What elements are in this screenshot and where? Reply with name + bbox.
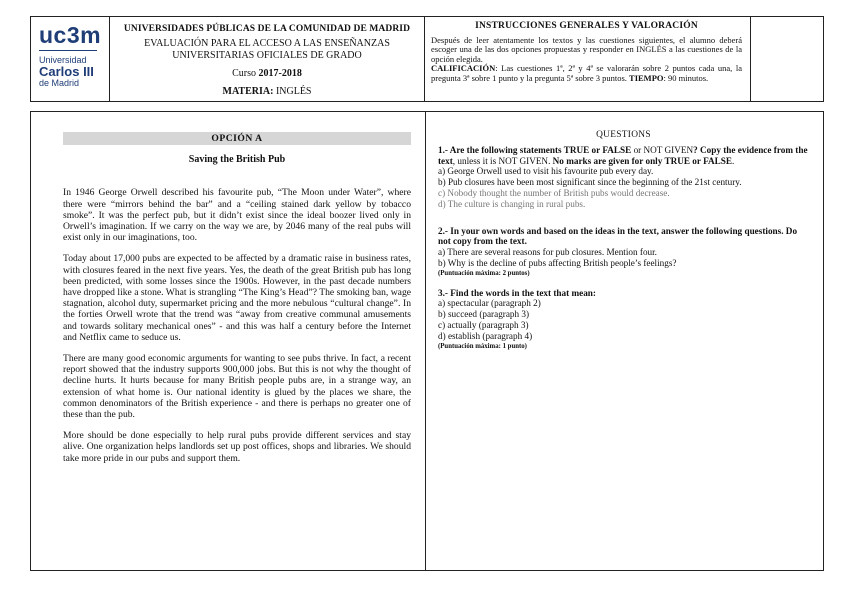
university-logo <box>31 17 110 101</box>
article-title: Saving the British Pub <box>188 154 286 166</box>
q1-item-b: b) Pub closures have been most significant since the beginning of the 21st century. <box>438 177 742 188</box>
grading-body: : Las cuestiones 1ª, 2ª y 4ª se valorarán sobre 2 puntos cada una, la pregunta 3ª sobre 1 punto y la pregunta 5ª sobre 3 puntos. <box>431 63 742 83</box>
q3-score: (Puntuación máxima: 1 punto) <box>438 342 527 350</box>
q2-score: (Puntuación máxima: 2 puntos) <box>438 269 530 277</box>
article-paragraph-2: Today about 17,000 pubs are expected to be affected by a dramatic raise in business rates, with closures feared in the next five years. Yes, the death of the great British pub has long been predicted, with some losses since the 1900s. However, in the past decade numbers have dropped like a stone. What is strangling “The King’s Head”? The smoking ban, wage stagnation, alcohol duty, supermarket pricing and the more nebulous “cultural change”. In the forties Orwell wrote that the trend was “away from creative communal amusements and towards solitary mechanical ones” - and this was half a century before the Internet and Netflix came to seduce us. <box>63 253 411 343</box>
questions-column <box>426 112 823 570</box>
time-label: TIEMPO <box>629 72 664 83</box>
instructions-text: Después de leer atentamente los textos y las cuestiones siguientes, el alumno deberá escoger una de las dos opciones propuestas y responder en INGLÉS a las cuestiones de la opción elegida. <box>431 34 742 64</box>
option-banner: OPCIÓN A <box>63 132 411 145</box>
q1-part2: or NOT GIVEN <box>631 144 694 155</box>
instructions-box <box>425 17 751 101</box>
q1-item-d: d) The culture is changing in rural pubs. <box>438 198 586 209</box>
logo-line3: de Madrid <box>39 78 80 88</box>
q1-item-c: c) Nobody thought the number of British pubs would decrease. <box>438 187 670 198</box>
logo-line2: Carlos III <box>39 64 94 79</box>
header-blank-cell <box>751 17 823 101</box>
course-line <box>110 68 424 80</box>
q3-item-c: c) actually (paragraph 3) <box>438 319 529 330</box>
time-body: : 90 minutos. <box>663 72 709 83</box>
logo-divider <box>39 50 97 51</box>
q1-part4: , unless it is NOT GIVEN. <box>452 155 553 166</box>
q1-part1: 1.- Are the following statements TRUE or FALSE <box>438 144 632 155</box>
exam-info <box>110 17 425 101</box>
course-label: Curso <box>232 68 259 79</box>
reading-column <box>31 112 426 570</box>
exam-subtitle1: EVALUACIÓN PARA EL ACCESO A LAS ENSEÑANZAS <box>144 38 390 49</box>
article-paragraph-1: In 1946 George Orwell described his favourite pub, “The Moon under Water”, where there were “mirrors behind the bar” and a “ceiling stained dark yellow by tobacco smoke”. It was the perfect pub, but it didn’t exist since the ideal boozer lived only in Orwell’s imagination. If we carry on the way we are, by 2046 many of the real pubs will exist only in our imaginations, too. <box>63 187 411 244</box>
q1-part3: ? Copy the evidence from the text <box>438 144 808 166</box>
subject-value: INGLÉS <box>275 86 312 97</box>
article-paragraph-3: There are many good economic arguments for wanting to see pubs thrive. In fact, a recent report showed that the industry supports 900,000 jobs. But this is not why the thought of decline hurts. It hurts because for many British people pubs are, in a strange way, an extension of what home is. Our national identity is glued by the places we share, the common denominators of the British experience - and there is perhaps no greater one of these than the pub. <box>63 353 411 421</box>
q1-item-a: a) George Orwell used to visit his favourite pub every day. <box>438 166 654 177</box>
universities-title: UNIVERSIDADES PÚBLICAS DE LA COMUNIDAD DE MADRID <box>123 24 411 34</box>
questions-heading: QUESTIONS <box>596 130 651 140</box>
question-2-prompt: 2.- In your own words and based on the ideas in the text, answer the following questions. Do not copy from the text. <box>438 225 798 247</box>
logo-brand: uc3m <box>39 22 102 48</box>
article-paragraph-4: More should be done especially to help rural pubs provide different services and stay alive. One organization helps landlords set up post offices, shops and libraries. We should take more pride in our pubs and support them. <box>63 430 411 464</box>
course-value: 2017-2018 <box>258 68 302 79</box>
q3-item-d: d) establish (paragraph 4) <box>438 330 533 341</box>
q2-item-b: b) Why is the decline of pubs affecting British people’s feelings? <box>438 257 677 268</box>
q2-item-a: a) There are several reasons for pub closures. Mention four. <box>438 247 657 258</box>
grading-label: CALIFICACIÓN <box>431 63 496 74</box>
exam-body <box>30 111 824 571</box>
q3-item-b: b) succeed (paragraph 3) <box>438 309 530 320</box>
subject-label: MATERIA: <box>222 86 276 97</box>
subject-line <box>110 86 424 98</box>
exam-subtitle2: UNIVERSITARIAS OFICIALES DE GRADO <box>172 50 362 61</box>
instructions-title: INSTRUCCIONES GENERALES Y VALORACIÓN <box>475 21 698 31</box>
q3-item-a: a) spectacular (paragraph 2) <box>438 298 541 309</box>
grading-text <box>431 64 742 83</box>
q1-part5: No marks are given for only TRUE or FALSE <box>552 155 733 166</box>
logo-line1: Universidad <box>39 55 87 65</box>
question-3-prompt: 3.- Find the words in the text that mean: <box>438 287 596 298</box>
q1-part6: . <box>732 155 735 166</box>
question-1-prompt <box>438 145 809 167</box>
exam-header <box>30 16 824 102</box>
